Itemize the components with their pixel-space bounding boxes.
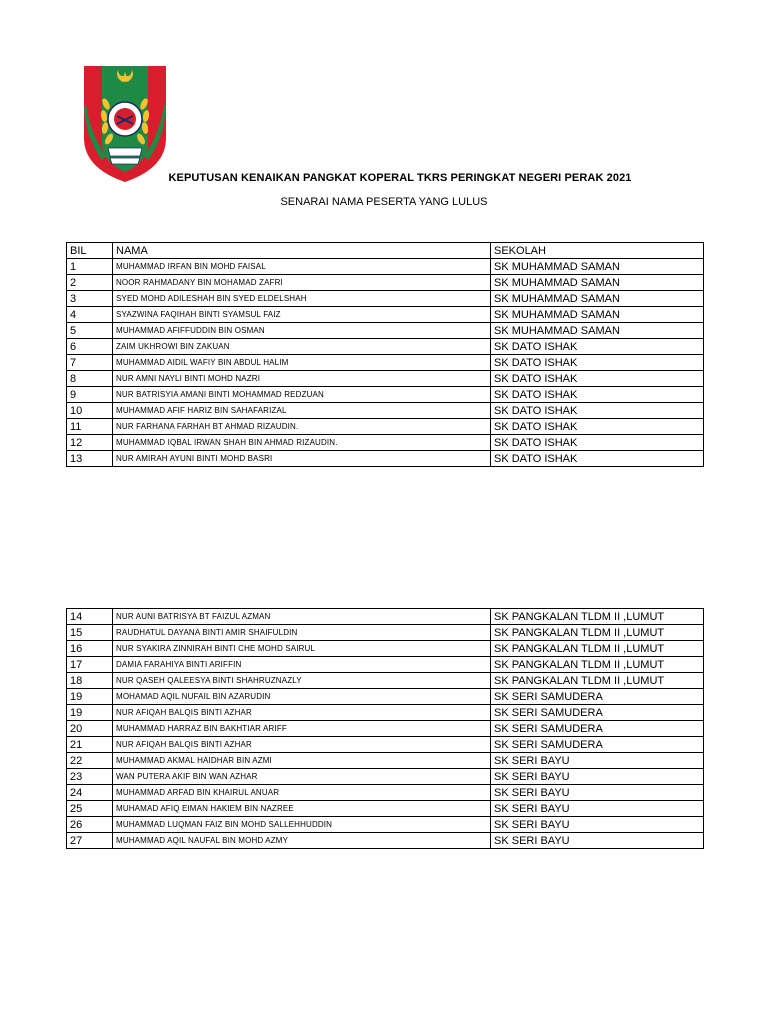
bil-cell: 12 — [67, 435, 113, 451]
bil-cell: 15 — [67, 625, 113, 641]
table-row — [67, 673, 704, 689]
bil-cell: 3 — [67, 291, 113, 307]
table-row — [67, 323, 704, 339]
table-row — [67, 801, 704, 817]
sekolah-cell: SK SERI BAYU — [491, 753, 704, 769]
table-row — [67, 817, 704, 833]
table-row — [67, 419, 704, 435]
bil-cell: 22 — [67, 753, 113, 769]
nama-cell: SYAZWINA FAQIHAH BINTI SYAMSUL FAIZ — [113, 307, 491, 323]
sekolah-cell: SK DATO ISHAK — [491, 451, 704, 467]
nama-cell: MUHAMMAD AKMAL HAIDHAR BIN AZMI — [113, 753, 491, 769]
sekolah-cell: SK PANGKALAN TLDM II ,LUMUT — [491, 673, 704, 689]
sekolah-cell: SK SERI BAYU — [491, 769, 704, 785]
sekolah-cell: SK SERI BAYU — [491, 817, 704, 833]
nama-cell: MUHAMMAD HARRAZ BIN BAKHTIAR ARIFF — [113, 721, 491, 737]
table-row — [67, 769, 704, 785]
participant-table-1 — [66, 242, 704, 467]
bil-cell: 11 — [67, 419, 113, 435]
nama-cell: NUR BATRISYIA AMANI BINTI MOHAMMAD REDZUAN — [113, 387, 491, 403]
sekolah-cell: SK MUHAMMAD SAMAN — [491, 291, 704, 307]
bil-cell: 21 — [67, 737, 113, 753]
sekolah-cell: SK DATO ISHAK — [491, 371, 704, 387]
table-row — [67, 625, 704, 641]
sekolah-cell: SK DATO ISHAK — [491, 435, 704, 451]
sekolah-cell: SK PANGKALAN TLDM II ,LUMUT — [491, 625, 704, 641]
table-header-row — [67, 243, 704, 259]
bil-cell: 24 — [67, 785, 113, 801]
table-row — [67, 721, 704, 737]
bil-cell: 19 — [67, 689, 113, 705]
sekolah-cell: SK SERI SAMUDERA — [491, 737, 704, 753]
sekolah-cell: SK DATO ISHAK — [491, 403, 704, 419]
bil-cell: 25 — [67, 801, 113, 817]
nama-cell: MUHAMMAD AIDIL WAFIY BIN ABDUL HALIM — [113, 355, 491, 371]
bil-cell: 9 — [67, 387, 113, 403]
nama-cell: DAMIA FARAHIYA BINTI ARIFFIN — [113, 657, 491, 673]
table-row — [67, 609, 704, 625]
table-row — [67, 259, 704, 275]
bil-cell: 5 — [67, 323, 113, 339]
sekolah-cell: SK PANGKALAN TLDM II ,LUMUT — [491, 609, 704, 625]
sekolah-cell: SK PANGKALAN TLDM II ,LUMUT — [491, 641, 704, 657]
bil-cell: 18 — [67, 673, 113, 689]
nama-cell: NUR AMIRAH AYUNI BINTI MOHD BASRI — [113, 451, 491, 467]
nama-cell: NUR AFIQAH BALQIS BINTI AZHAR — [113, 737, 491, 753]
bil-cell: 8 — [67, 371, 113, 387]
bil-cell: 23 — [67, 769, 113, 785]
table-row — [67, 833, 704, 849]
sekolah-cell: SK MUHAMMAD SAMAN — [491, 259, 704, 275]
nama-cell: NOOR RAHMADANY BIN MOHAMAD ZAFRI — [113, 275, 491, 291]
bil-cell: 17 — [67, 657, 113, 673]
nama-cell: ZAIM UKHROWI BIN ZAKUAN — [113, 339, 491, 355]
header-sekolah: SEKOLAH — [491, 243, 704, 259]
table-row — [67, 785, 704, 801]
nama-cell: WAN PUTERA AKIF BIN WAN AZHAR — [113, 769, 491, 785]
table-row — [67, 355, 704, 371]
sekolah-cell: SK DATO ISHAK — [491, 387, 704, 403]
nama-cell: NUR SYAKIRA ZINNIRAH BINTI CHE MOHD SAIRUL — [113, 641, 491, 657]
nama-cell: MUHAMMAD AFIFFUDDIN BIN OSMAN — [113, 323, 491, 339]
sekolah-cell: SK DATO ISHAK — [491, 419, 704, 435]
bil-cell: 7 — [67, 355, 113, 371]
table-row — [67, 657, 704, 673]
table-row — [67, 689, 704, 705]
table-row — [67, 339, 704, 355]
tkrs-crest-icon — [80, 64, 170, 184]
sekolah-cell: SK SERI SAMUDERA — [491, 705, 704, 721]
nama-cell: MUHAMMAD IQBAL IRWAN SHAH BIN AHMAD RIZAUDIN. — [113, 435, 491, 451]
sekolah-cell: SK MUHAMMAD SAMAN — [491, 307, 704, 323]
nama-cell: NUR AFIQAH BALQIS BINTI AZHAR — [113, 705, 491, 721]
table-row — [67, 435, 704, 451]
table-row — [67, 705, 704, 721]
bil-cell: 16 — [67, 641, 113, 657]
bil-cell: 6 — [67, 339, 113, 355]
sekolah-cell: SK MUHAMMAD SAMAN — [491, 323, 704, 339]
bil-cell: 20 — [67, 721, 113, 737]
bil-cell: 2 — [67, 275, 113, 291]
nama-cell: NUR AUNI BATRISYA BT FAIZUL AZMAN — [113, 609, 491, 625]
table-row — [67, 403, 704, 419]
bil-cell: 13 — [67, 451, 113, 467]
table-row — [67, 737, 704, 753]
nama-cell: SYED MOHD ADILESHAH BIN SYED ELDELSHAH — [113, 291, 491, 307]
table-row — [67, 753, 704, 769]
document-title: KEPUTUSAN KENAIKAN PANGKAT KOPERAL TKRS PERINGKAT NEGERI PERAK 2021 — [168, 172, 632, 184]
bil-cell: 14 — [67, 609, 113, 625]
table-row — [67, 641, 704, 657]
sekolah-cell: SK SERI BAYU — [491, 801, 704, 817]
sekolah-cell: SK DATO ISHAK — [491, 355, 704, 371]
bil-cell: 27 — [67, 833, 113, 849]
nama-cell: RAUDHATUL DAYANA BINTI AMIR SHAIFULDIN — [113, 625, 491, 641]
sekolah-cell: SK SERI SAMUDERA — [491, 689, 704, 705]
sekolah-cell: SK PANGKALAN TLDM II ,LUMUT — [491, 657, 704, 673]
sekolah-cell: SK SERI BAYU — [491, 785, 704, 801]
table-row — [67, 371, 704, 387]
sekolah-cell: SK MUHAMMAD SAMAN — [491, 275, 704, 291]
bil-cell: 26 — [67, 817, 113, 833]
sekolah-cell: SK DATO ISHAK — [491, 339, 704, 355]
nama-cell: NUR AMNI NAYLI BINTI MOHD NAZRI — [113, 371, 491, 387]
header-bil: BIL — [67, 243, 113, 259]
nama-cell: MUHAMMAD AQIL NAUFAL BIN MOHD AZMY — [113, 833, 491, 849]
nama-cell: MUHAMMAD IRFAN BIN MOHD FAISAL — [113, 259, 491, 275]
table-row — [67, 387, 704, 403]
table-row — [67, 307, 704, 323]
nama-cell: MUHAMMAD ARFAD BIN KHAIRUL ANUAR — [113, 785, 491, 801]
bil-cell: 4 — [67, 307, 113, 323]
nama-cell: MUHAMMAD AFIF HARIZ BIN SAHAFARIZAL — [113, 403, 491, 419]
table-row — [67, 275, 704, 291]
table-row — [67, 291, 704, 307]
nama-cell: MUHAMAD AFIQ EIMAN HAKIEM BIN NAZREE — [113, 801, 491, 817]
nama-cell: MOHAMAD AQIL NUFAIL BIN AZARUDIN — [113, 689, 491, 705]
bil-cell: 19 — [67, 705, 113, 721]
document-subtitle: SENARAI NAMA PESERTA YANG LULUS — [280, 196, 488, 208]
sekolah-cell: SK SERI BAYU — [491, 833, 704, 849]
bil-cell: 1 — [67, 259, 113, 275]
nama-cell: NUR QASEH QALEESYA BINTI SHAHRUZNAZLY — [113, 673, 491, 689]
header-nama: NAMA — [113, 243, 491, 259]
bil-cell: 10 — [67, 403, 113, 419]
nama-cell: NUR FARHANA FARHAH BT AHMAD RIZAUDIN. — [113, 419, 491, 435]
sekolah-cell: SK SERI SAMUDERA — [491, 721, 704, 737]
table-row — [67, 451, 704, 467]
nama-cell: MUHAMMAD LUQMAN FAIZ BIN MOHD SALLEHHUDDIN — [113, 817, 491, 833]
participant-table-2 — [66, 608, 704, 849]
